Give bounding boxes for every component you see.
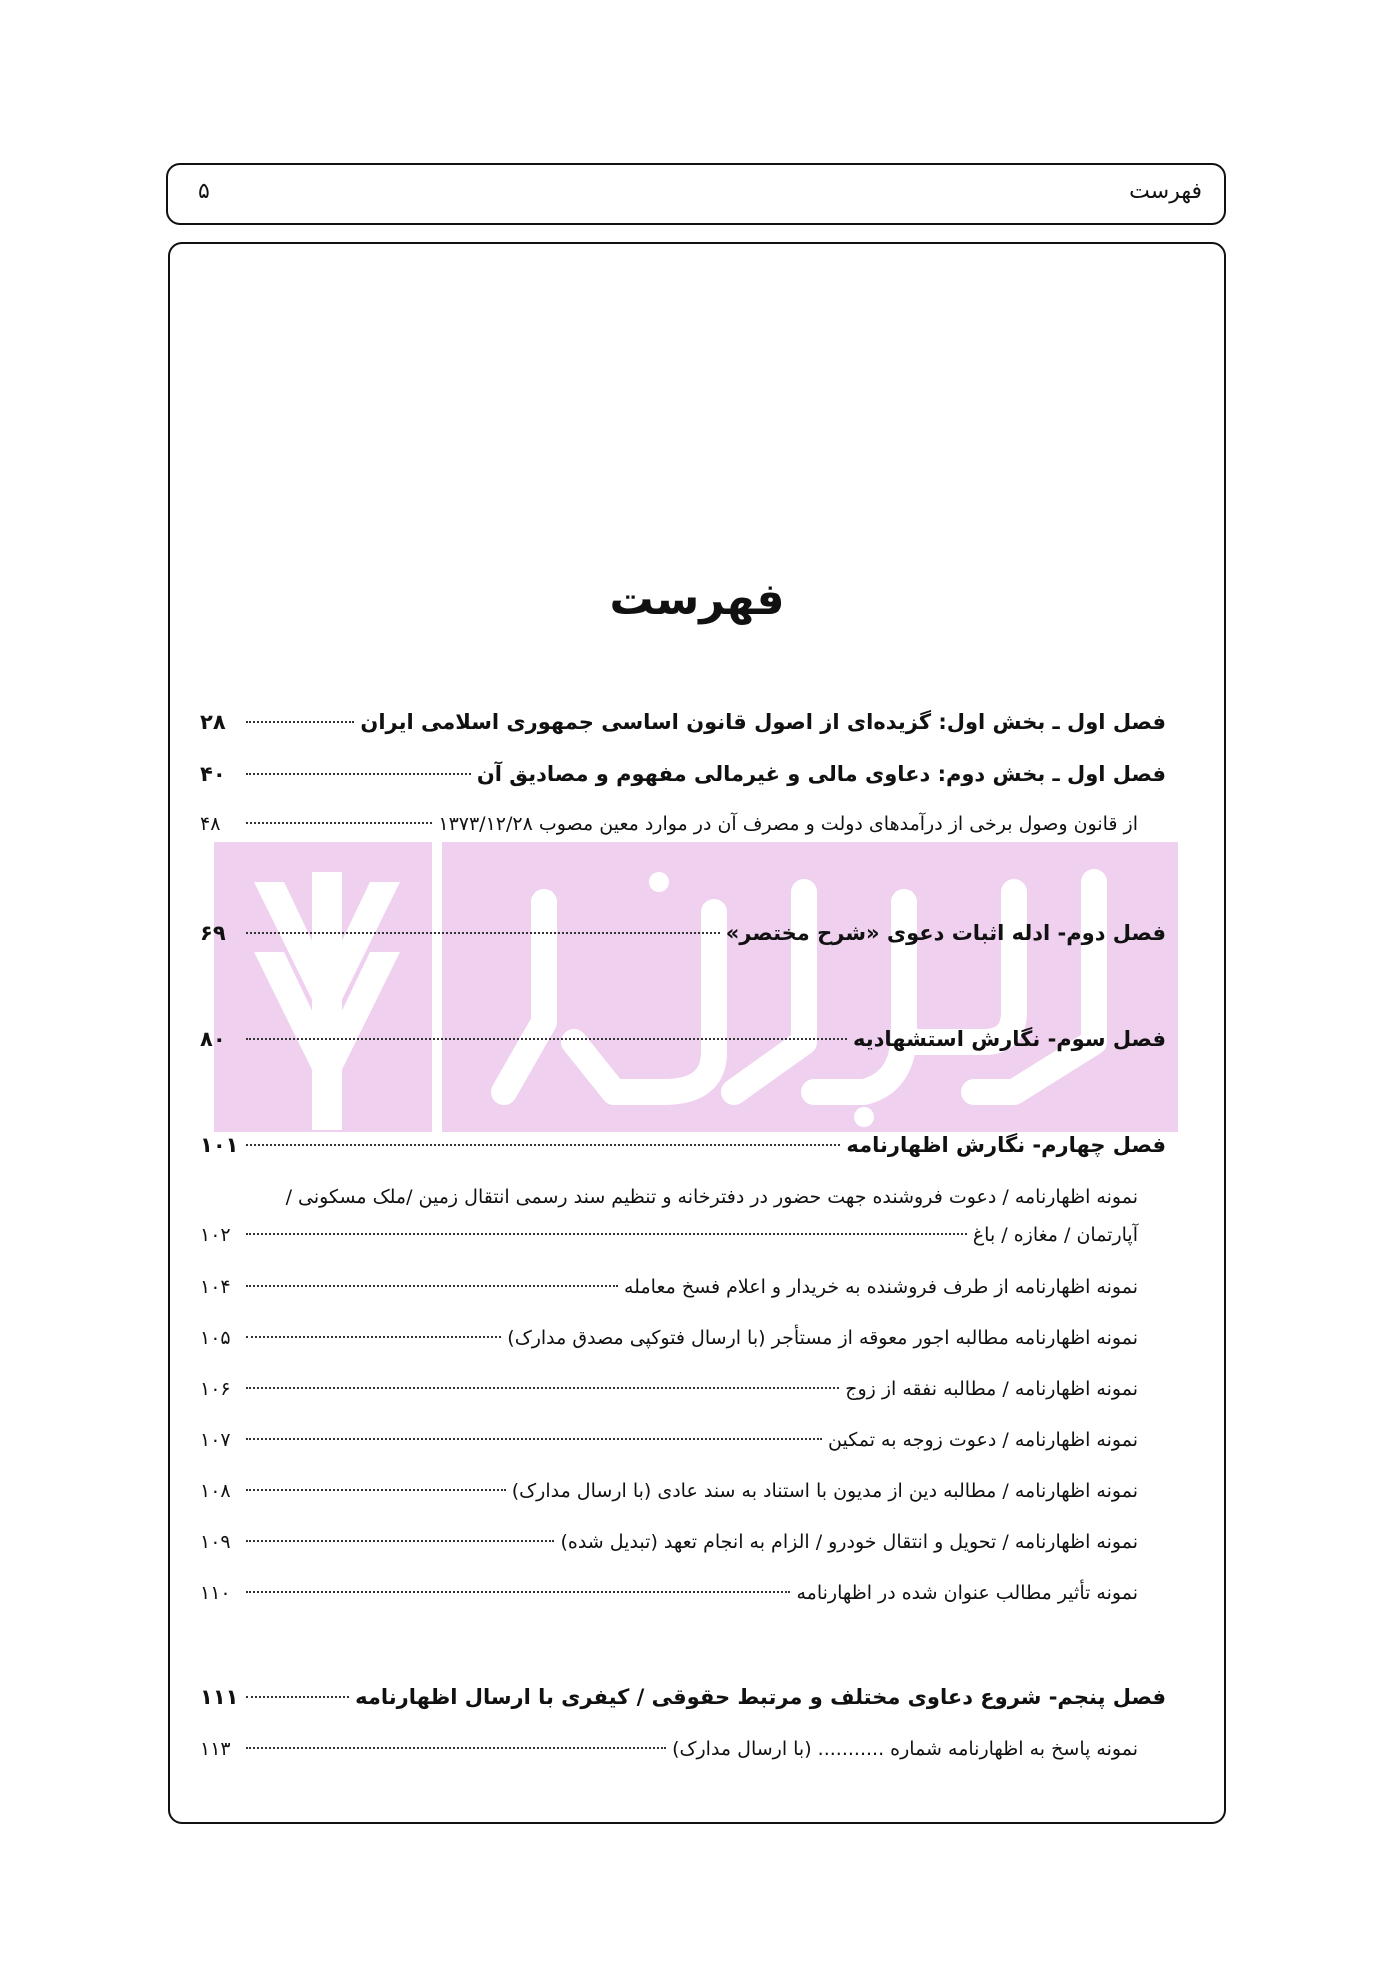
toc-entry[interactable] bbox=[200, 1026, 1166, 1052]
toc-entry[interactable] bbox=[200, 1529, 1138, 1555]
toc-entry[interactable] bbox=[200, 1325, 1138, 1351]
toc-entry[interactable] bbox=[200, 1478, 1138, 1504]
toc-entry-title: فصل سوم- نگارش استشهادیه bbox=[852, 1027, 1166, 1051]
toc-entry-page: ۱۰۲ bbox=[200, 1224, 231, 1246]
toc-entry-title-line1: نمونه اظهارنامه / دعوت فروشنده جهت حضور در دفترخانه و تنظیم سند رسمی انتقال زمین /ملک مسکونی / bbox=[285, 1186, 1138, 1208]
toc-entry-title: فصل اول ـ بخش اول: گزیده‌ای از اصول قانون اساسی جمهوری اسلامی ایران bbox=[360, 710, 1166, 734]
toc-entry[interactable] bbox=[200, 1132, 1166, 1158]
toc-entry[interactable] bbox=[200, 1736, 1138, 1762]
dot-leader bbox=[246, 1696, 349, 1698]
page-title: فهرست bbox=[609, 574, 785, 625]
toc-entry-page: ۱۱۱ bbox=[200, 1685, 239, 1709]
toc-entry[interactable] bbox=[200, 1376, 1138, 1402]
toc-entry-page: ۱۰۶ bbox=[200, 1378, 231, 1400]
dot-leader bbox=[246, 822, 432, 824]
dot-leader bbox=[246, 1438, 822, 1440]
header-page-number: ۵ bbox=[198, 179, 210, 204]
toc-entry-page: ۱۰۱ bbox=[200, 1133, 239, 1157]
toc-entry-page: ۱۱۳ bbox=[200, 1738, 231, 1760]
toc-entry-title: آپارتمان / مغازه / باغ bbox=[972, 1224, 1138, 1246]
toc-entry-page: ۱۰۵ bbox=[200, 1327, 231, 1349]
content-frame bbox=[168, 242, 1226, 1824]
dot-leader bbox=[246, 1038, 847, 1040]
dot-leader bbox=[246, 932, 720, 934]
table-of-contents bbox=[170, 244, 1226, 1824]
toc-entry-page: ۱۱۰ bbox=[200, 1582, 231, 1604]
dot-leader bbox=[246, 1285, 618, 1287]
toc-entry[interactable] bbox=[200, 1684, 1166, 1710]
dot-leader bbox=[246, 773, 471, 775]
running-header bbox=[166, 163, 1226, 225]
toc-entry[interactable] bbox=[200, 811, 1138, 837]
toc-entry-title: نمونه اظهارنامه از طرف فروشنده به خریدار و اعلام فسخ معامله bbox=[624, 1276, 1138, 1298]
toc-entry-title: نمونه اظهارنامه / مطالبه دین از مدیون با استناد به سند عادی (با ارسال مدارک) bbox=[511, 1480, 1138, 1502]
toc-entry-page: ۴۸ bbox=[200, 813, 221, 835]
toc-entry[interactable] bbox=[200, 1222, 1138, 1248]
toc-entry-title: از قانون وصول برخی از درآمدهای دولت و مصرف آن در موارد معین مصوب ۱۳۷۳/۱۲/۲۸ bbox=[438, 813, 1138, 835]
toc-entry-page: ۱۰۸ bbox=[200, 1480, 231, 1502]
dot-leader bbox=[246, 1591, 790, 1593]
dot-leader bbox=[246, 1336, 501, 1338]
toc-entry-title: نمونه اظهارنامه / مطالبه نفقه از زوج bbox=[845, 1378, 1138, 1400]
toc-entry[interactable] bbox=[200, 920, 1166, 946]
toc-entry-title: فصل چهارم- نگارش اظهارنامه bbox=[846, 1133, 1166, 1157]
toc-entry-page: ۱۰۷ bbox=[200, 1429, 231, 1451]
toc-entry-page: ۴۰ bbox=[200, 762, 226, 786]
toc-entry[interactable] bbox=[200, 709, 1166, 735]
dot-leader bbox=[246, 721, 354, 723]
toc-entry[interactable] bbox=[200, 761, 1166, 787]
header-title: فهرست bbox=[1129, 179, 1202, 204]
toc-entry-page: ۸۰ bbox=[200, 1027, 226, 1051]
toc-entry[interactable] bbox=[200, 1427, 1138, 1453]
dot-leader bbox=[246, 1144, 840, 1146]
dot-leader bbox=[246, 1540, 554, 1542]
toc-entry-page: ۱۰۴ bbox=[200, 1276, 231, 1298]
toc-entry-page: ۱۰۹ bbox=[200, 1531, 231, 1553]
toc-entry-title: فصل اول ـ بخش دوم: دعاوی مالی و غیرمالی مفهوم و مصادیق آن bbox=[476, 762, 1166, 786]
toc-entry-title: نمونه اظهارنامه / تحویل و انتقال خودرو / الزام به انجام تعهد (تبدیل شده) bbox=[560, 1531, 1138, 1553]
toc-entry-title: نمونه پاسخ به اظهارنامه شماره ........... (با ارسال مدارک) bbox=[672, 1738, 1138, 1760]
toc-entry-title: فصل پنجم- شروع دعاوی مختلف و مرتبط حقوقی / کیفری با ارسال اظهارنامه bbox=[355, 1685, 1166, 1709]
dot-leader bbox=[246, 1489, 506, 1491]
toc-entry-title: نمونه تأثیر مطالب عنوان شده در اظهارنامه bbox=[796, 1582, 1138, 1604]
toc-entry-page: ۶۹ bbox=[200, 921, 226, 945]
toc-entry-title: نمونه اظهارنامه مطالبه اجور معوقه از مستأجر (با ارسال فتوکپی مصدق مدارک) bbox=[507, 1327, 1138, 1349]
toc-entry[interactable] bbox=[200, 1274, 1138, 1300]
toc-entry[interactable] bbox=[200, 1580, 1138, 1606]
toc-entry-title: نمونه اظهارنامه / دعوت زوجه به تمکین bbox=[828, 1429, 1138, 1451]
dot-leader bbox=[246, 1233, 967, 1235]
toc-entry-title: فصل دوم- ادله اثبات دعوی «شرح مختصر» bbox=[725, 921, 1166, 945]
dot-leader bbox=[246, 1387, 839, 1389]
dot-leader bbox=[246, 1747, 666, 1749]
toc-entry-page: ۲۸ bbox=[200, 710, 226, 734]
